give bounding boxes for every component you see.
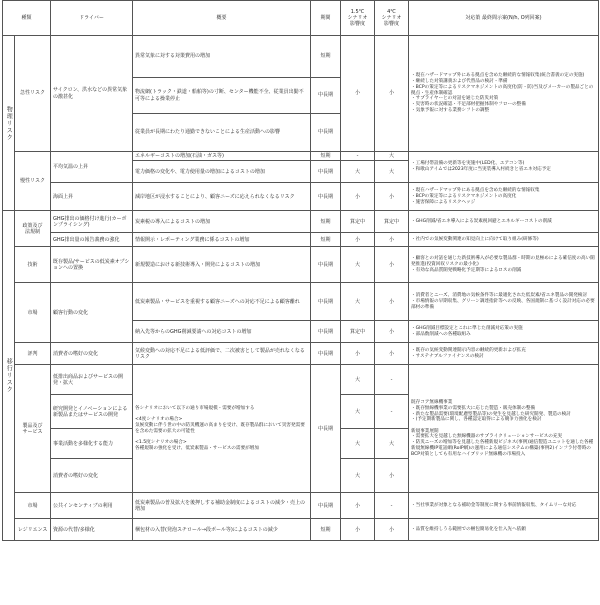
subtype-policy: 政策及び 法規制	[15, 211, 51, 247]
period-cell: 短期	[311, 36, 341, 78]
period-cell: 中長期	[311, 321, 341, 343]
impact-4-cell: 小	[375, 459, 409, 493]
table-row	[3, 247, 599, 283]
impact-4-cell: 小	[375, 247, 409, 283]
driver-cell: 海面上昇	[51, 183, 133, 211]
impact-15-cell: -	[341, 152, 375, 161]
subtype-resilience: レジリエンス	[15, 519, 51, 541]
measures-cell: ・社内での気候変動関連の知見向上に向けて取り組み(研修等)	[409, 233, 599, 247]
driver-cell: 公共インセンティブの利用	[51, 493, 133, 519]
driver-cell: 顧客行動の変化	[51, 283, 133, 343]
header-scenario-15: 1.5℃ シナリオ 影響度	[341, 1, 375, 36]
table-row	[3, 519, 599, 541]
type-transition: 移行リスク	[3, 211, 15, 541]
header-summary: 概要	[133, 1, 311, 36]
measures-cell: ・現在ハザードマップ外にある拠点を含めた継続的な情報収集(統合書義の定の実施) ・継続した対策講義および代替品の検討・準備 ・BCPの策定等によるリスクマネジメントの高度化(防・防)当及びメーカーの製品ごとの拠点・生産体制確認 ・サプライヤーとの対話を通じた防災対策 ・災害時の状況確認・不足部材把握体制やフローの整備 ・気象予報に対する業務シフトの調整	[409, 36, 599, 152]
header-scenario-4: 4℃ シナリオ 影響度	[375, 1, 409, 36]
impact-4-cell: 小	[375, 321, 409, 343]
impact-4-cell: 算定中	[375, 211, 409, 233]
subtype-chronic: 慢性リスク	[15, 152, 51, 211]
table-row	[3, 283, 599, 321]
subtype-reputation: 評判	[15, 343, 51, 365]
measures-cell: ・消費者とニーズ、消費地の気候条件等に最適化された低炭素/省エネ製品の開発検討 ・市場情報の早期収集、グリーン調達指針等への反映、各国規制に基づく設計対応の必要部材の準備	[409, 283, 599, 321]
impact-4-cell: 大	[375, 429, 409, 459]
driver-cell: 低排出商品およびサービスの開発・拡大	[51, 365, 133, 395]
summary-cell: 低炭素製品の普及拡大を後押しする補助金制度によるコストの減少・売上の増加	[133, 493, 311, 519]
impact-15-cell: 大	[341, 365, 375, 395]
driver-cell: サイクロン、洪水などの異常気象の激甚化	[51, 36, 133, 152]
table-row	[3, 493, 599, 519]
measures-cell: ・GHG削減/省エネ導入による炭素税回避とエネルギーコストの削減	[409, 211, 599, 233]
impact-15-cell: 小	[341, 36, 375, 152]
impact-15-cell: 小	[341, 233, 375, 247]
header-driver: ドライバー	[51, 1, 133, 36]
impact-15-cell: 小	[341, 343, 375, 365]
period-cell: 短期	[311, 152, 341, 161]
driver-cell: GHG排出量の報告義務の強化	[51, 233, 133, 247]
summary-cell: エネルギーコストの増加(石油・ガス等)	[133, 152, 311, 161]
impact-15-cell: 大	[341, 161, 375, 183]
period-cell: 中長期	[311, 78, 341, 114]
impact-4-cell: 小	[375, 233, 409, 247]
driver-cell: 資源の代替/多様化	[51, 519, 133, 541]
summary-cell: 各シナリオにおいて以下の通り市場規模・需要が増加する <4度シナリオの場合> 気候変動に伴う世の中の防災機運の高まりを受け、既存製品群において災害発需要を含めた需要の拡大の可能性 <1.5度シナリオの場合> 各種規制の強化を受け、低炭素製品・サービスの需要が増加	[133, 365, 311, 493]
summary-cell: 梱包材の入替(発泡スチロール→段ボール等)によるコストの減少	[133, 519, 311, 541]
subtype-market: 市場	[15, 283, 51, 343]
impact-15-cell: 算定中	[341, 321, 375, 343]
header-measures: 対応策 最終間示案(N/h, O列回案)	[409, 1, 599, 36]
measures-cell: 既存コア無線機事業 ・既存無線機事業の需要拡大に応じた製造・販売体制の整備 ・新たな製品需要(環境配慮型製品等)の発生を見越した研究開発、製造の検討 ・(予定期新製品に関し、各種認定取得による競争力強化を検討 新規事業展開 ・需要拡大を見越した無線機器のサプライクリューションサービスの充実 ・防災ニーズの増加等を見越した各種新規ビジネス(事例)通信製造ユニットを通した各種新規無線機IP電話網(RoIP網)の運用による通信システムの構築(事例2)インフラ付帯時のBCP対策としても有用なハイブリッド無線機の市場投入	[409, 365, 599, 493]
impact-4-cell: 小	[375, 36, 409, 152]
impact-4-cell: -	[375, 365, 409, 395]
impact-15-cell: 小	[341, 519, 375, 541]
summary-cell: 気候変動への対応不足による低評価で、二次被害として製品が売れなくなるリスク	[133, 343, 311, 365]
period-cell: 中長期	[311, 493, 341, 519]
table-row	[3, 36, 599, 78]
table-row	[3, 233, 599, 247]
period-cell: 中長期	[311, 183, 341, 211]
summary-cell: 納入先等からのGHG削減要請への対応コストの増加	[133, 321, 311, 343]
driver-cell: 事業活動を多様化する能力	[51, 429, 133, 459]
summary-cell: 炭素税の導入によるコストの増加	[133, 211, 311, 233]
measures-cell: ・工場付帯設備の更新等を実施中(LED化、エアコン等) ・和歌山アイムでは2023年度に当実装導入村続きと省エネ対応予定	[409, 152, 599, 183]
table-row	[3, 343, 599, 365]
header-period: 期間	[311, 1, 341, 36]
impact-4-cell: 小	[375, 343, 409, 365]
impact-15-cell: 小	[341, 493, 375, 519]
impact-4-cell: -	[375, 395, 409, 429]
driver-cell: 消費者の嗜好の変化	[51, 459, 133, 493]
subtype-products: 製品及び サービス	[15, 365, 51, 493]
impact-4-cell: 小	[375, 283, 409, 321]
table-row	[3, 211, 599, 233]
summary-cell: 情報開示・レポーティング業務に係るコストの増加	[133, 233, 311, 247]
impact-4-cell: 大	[375, 152, 409, 161]
summary-cell: 物流網(トラック・鉄道・船舶等)の寸断、センター機能不全、従業員出勤不可等による操業停止	[133, 78, 311, 114]
period-cell: 短期	[311, 211, 341, 233]
driver-cell: GHG排出の価格付け進行(カーボンプライシング)	[51, 211, 133, 233]
measures-cell: ・顧客との対話を通じた新技術導入が必要な製品群・時期の見極めによる確信度の高い開発推進(投資回収リスクの最小化) ・有効な高品質開発戦略化予定期等によるロスの削減	[409, 247, 599, 283]
period-cell: 短期	[311, 519, 341, 541]
measures-cell: ・GHG削減目標設定とこれに準じた削減対応策の実施 ・部品数削減への各種取組み	[409, 321, 599, 343]
period-cell: 中長期	[311, 283, 341, 321]
period-cell: 短期	[311, 233, 341, 247]
summary-cell: 新規製造における新技術導入・開発によるコストの増加	[133, 247, 311, 283]
measures-cell: ・当社事業が対象となる補助金等制度に関する事前情報収集、タイムリーな対応	[409, 493, 599, 519]
impact-4-cell: 大	[375, 161, 409, 183]
summary-cell: 従業員が長期にわたり通勤できないことによる生産活動への影響	[133, 114, 311, 152]
period-cell: 中長期	[311, 161, 341, 183]
measures-cell: ・現在ハザードマップ外にある拠点を含めた継続的な情報収集 ・BCPの策定等によるリスクマネジメントの高度化 ・施害保障によるリスクヘッジ	[409, 183, 599, 211]
impact-15-cell: 大	[341, 283, 375, 321]
driver-cell: 研究開発とイノベーションによる新製品またはサービスの開発	[51, 395, 133, 429]
period-cell: 中長期	[311, 247, 341, 283]
climate-risk-table	[2, 0, 599, 541]
table-row	[3, 365, 599, 395]
measures-cell: ・品質を維持しうる範囲での梱包簡易化を仕入先へ依頼	[409, 519, 599, 541]
summary-cell: 減岸地区が浸水することにより、顧客ニーズに応えられなくなるリスク	[133, 183, 311, 211]
table-row	[3, 152, 599, 161]
period-cell: 中長期	[311, 343, 341, 365]
period-cell: 中長期	[311, 114, 341, 152]
impact-15-cell: 大	[341, 395, 375, 429]
measures-cell: ・既存の気候変動関連開示内容の継続的更新および拡充 ・サステナブルファイナンスの検討	[409, 343, 599, 365]
table-row	[3, 183, 599, 211]
summary-cell: 低炭素製品・サービスを重視する顧客ニーズへの対応不足による顧客離れ	[133, 283, 311, 321]
subtype-acute: 急性リスク	[15, 36, 51, 152]
impact-15-cell: 小	[341, 183, 375, 211]
impact-15-cell: 大	[341, 429, 375, 459]
driver-cell: 消費者の嗜好の変化	[51, 343, 133, 365]
impact-15-cell: 算定中	[341, 211, 375, 233]
type-physical: 物理リスク	[3, 36, 15, 211]
impact-15-cell: 大	[341, 247, 375, 283]
driver-cell: 既存製品/サービスの低炭素オプションへの置換	[51, 247, 133, 283]
impact-4-cell: -	[375, 493, 409, 519]
header-row	[3, 1, 599, 36]
summary-cell: 電力価格の変化や、電力使用量の増加によるコストの増加	[133, 161, 311, 183]
impact-4-cell: 小	[375, 183, 409, 211]
subtype-market-2: 市場	[15, 493, 51, 519]
driver-cell: 平均気温の上昇	[51, 152, 133, 183]
impact-4-cell: 小	[375, 519, 409, 541]
summary-cell: 異常気象に対する対策費用の増加	[133, 36, 311, 78]
impact-15-cell: 大	[341, 459, 375, 493]
period-cell: 中長期	[311, 365, 341, 493]
subtype-tech: 技術	[15, 247, 51, 283]
header-type: 種類	[3, 1, 51, 36]
